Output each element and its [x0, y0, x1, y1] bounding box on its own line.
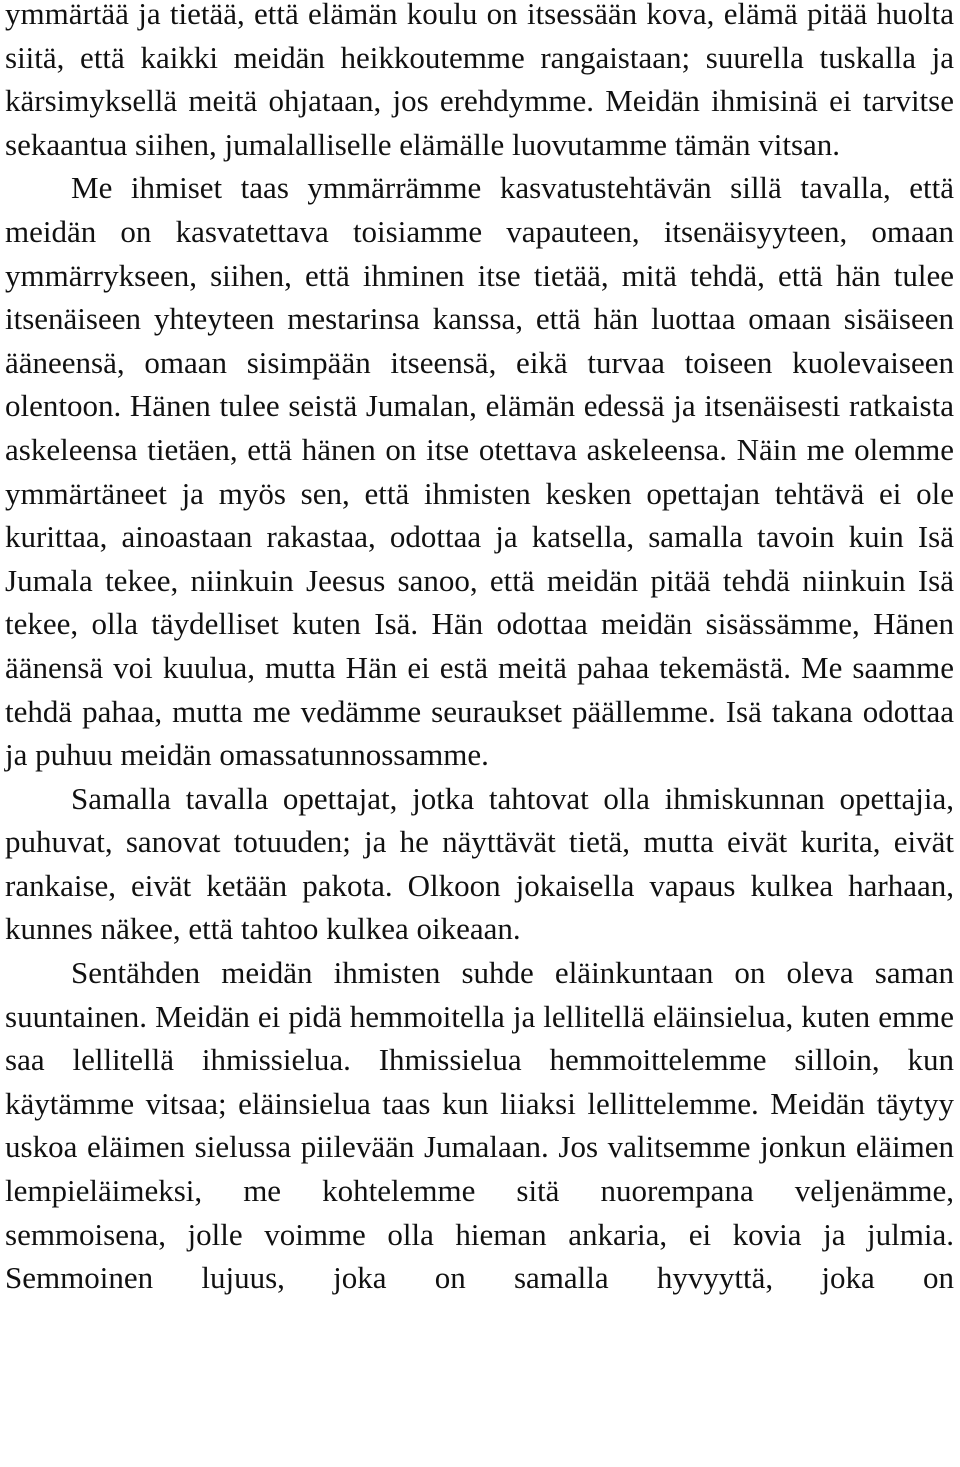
paragraph-2: Me ihmiset taas ymmärrämme kasvatustehtävän sillä tavalla, että meidän on kasvatettava toisiamme vapauteen, itsenäisyyteen, omaan ymmärrykseen, siihen, että ihminen itse tietää, mitä tehdä, että hän tulee itsenäiseen yhteyteen mestarinsa kanssa, että hän luottaa omaan sisäiseen ääneensä, omaan sisimpään itseensä, eikä turvaa toiseen kuolevaiseen olentoon. Hänen tulee seistä Jumalan, elämän edessä ja itsenäisesti ratkaista askeleensa tietäen, että hänen on itse otettava askeleensa. Näin me olemme ymmärtäneet ja myös sen, että ihmisten kesken opettajan tehtävä ei ole kurittaa, ainoastaan rakastaa, odottaa ja katsella, samalla tavoin kuin Isä Jumala tekee, niinkuin Jeesus sanoo, että meidän pitää tehdä niinkuin Isä tekee, olla täydelliset kuten Isä. Hän odottaa meidän sisässämme, Hänen äänensä voi kuulua, mutta Hän ei estä meitä pahaa tekemästä. Me saamme tehdä pahaa, mutta me vedämme seuraukset päällemme. Isä takana odottaa ja puhuu meidän omassatunnossamme. — [5, 170, 954, 773]
paragraph-1: ymmärtää ja tietää, että elämän koulu on itsessään kova, elämä pitää huolta siitä, että kaikki meidän heikkoutemme rangaistaan; suurella tuskalla ja kärsimyksellä meitä ohjataan, jos erehdymme. Meidän ihmisinä ei tarvitse sekaantua siihen, jumalalliselle elämälle luovutamme tämän vitsan. — [5, 0, 954, 162]
paragraph-4: Sentähden meidän ihmisten suhde eläinkuntaan on oleva saman suuntainen. Meidän ei pidä hemmoitella ja lellitellä eläinsielua, kuten emme saa lellitellä ihmissielua. Ihmissielua hemmoittelemme silloin, kun käytämme vitsaa; eläinsielua taas kun liiaksi lellittelemme. Meidän täytyy uskoa eläimen sielussa piilevään Jumalaan. Jos valitsemme jonkun eläimen lempieläimeksi, me kohtelemme sitä nuorempana veljenämme, semmoisena, jolle voimme olla hieman ankaria, ei kovia ja julmia. Semmoinen lujuus, joka on samalla hyvyyttä, joka on — [5, 955, 954, 1296]
paragraph-3: Samalla tavalla opettajat, jotka tahtovat olla ihmiskunnan opettajia, puhuvat, sanovat totuuden; ja he näyttävät tietä, mutta eivät kurita, eivät rankaise, eivät ketään pakota. Olkoon jokaisella vapaus kulkea harhaan, kunnes näkee, että tahtoo kulkea oikeaan. — [5, 780, 954, 947]
